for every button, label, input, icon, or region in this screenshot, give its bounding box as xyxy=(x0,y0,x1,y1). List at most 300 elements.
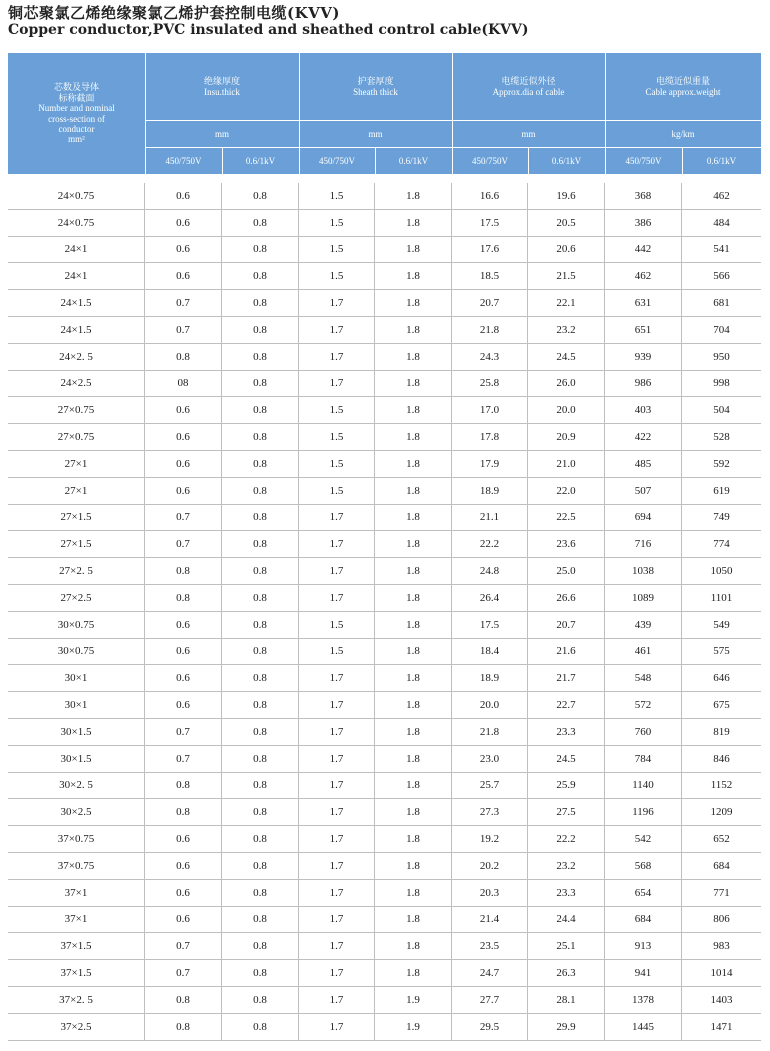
cell-dia-1kv: 25.9 xyxy=(528,773,605,799)
cell-conductor: 37×0.75 xyxy=(8,853,145,879)
cell-dia-450: 17.5 xyxy=(452,210,528,236)
cell-dia-1kv: 26.6 xyxy=(528,585,605,611)
header-conductor-en3: conductor xyxy=(58,123,95,134)
cell-insu-1kv: 0.8 xyxy=(222,558,299,584)
table-row xyxy=(8,451,761,478)
cell-sheath-1kv: 1.8 xyxy=(375,746,452,772)
cell-weight-1kv: 846 xyxy=(713,752,730,765)
header-voltage-weight-450: 450/750V xyxy=(625,155,662,166)
cell-dia-450: 17.8 xyxy=(452,424,528,450)
cell-weight-1kv: 1014 xyxy=(710,967,733,980)
cell-insu-450: 0.7 xyxy=(145,531,222,557)
cell-dia-450: 21.4 xyxy=(452,907,528,933)
cell-sheath-1kv: 1.8 xyxy=(375,933,452,959)
table-row xyxy=(8,665,761,692)
cell-sheath-450: 1.7 xyxy=(299,880,375,906)
cell-dia-450: 24.8 xyxy=(452,558,528,584)
cell-weight-450: 485 xyxy=(605,451,682,477)
cell-dia-450: 22.2 xyxy=(452,531,528,557)
header-conductor-cn2: 标称截面 xyxy=(58,92,95,103)
header-insulation-en: Insu.thick xyxy=(204,86,240,97)
cell-weight-1kv: 566 xyxy=(713,270,730,283)
cell-dia-1kv: 20.5 xyxy=(528,210,605,236)
cell-insu-450: 0.8 xyxy=(145,344,222,370)
cell-insu-450: 0.8 xyxy=(145,585,222,611)
cell-conductor: 27×1.5 xyxy=(8,531,145,557)
cell-sheath-1kv: 1.8 xyxy=(375,237,452,263)
cell-weight-1kv: 575 xyxy=(713,645,730,658)
cell-dia-1kv: 26.0 xyxy=(528,371,605,397)
cell-conductor: 30×1 xyxy=(8,692,145,718)
cell-dia-450: 20.2 xyxy=(452,853,528,879)
cell-weight-1kv: 592 xyxy=(713,457,730,470)
header-divider xyxy=(222,148,223,174)
cell-sheath-450: 1.7 xyxy=(299,987,375,1013)
cell-conductor: 37×2. 5 xyxy=(8,987,145,1013)
cell-insu-450: 0.6 xyxy=(145,183,222,209)
table-header xyxy=(8,53,761,174)
cell-insu-1kv: 0.8 xyxy=(222,692,299,718)
cell-insu-450: 0.7 xyxy=(145,505,222,531)
cell-weight-1kv: 504 xyxy=(713,404,730,417)
cell-dia-1kv: 28.1 xyxy=(528,987,605,1013)
cell-sheath-450: 1.7 xyxy=(299,665,375,691)
cell-dia-450: 20.3 xyxy=(452,880,528,906)
cell-weight-450: 784 xyxy=(605,746,682,772)
cell-conductor: 24×1.5 xyxy=(8,317,145,343)
cell-dia-1kv: 24.5 xyxy=(528,746,605,772)
cell-dia-450: 16.6 xyxy=(452,183,528,209)
cell-dia-1kv: 24.4 xyxy=(528,907,605,933)
table-row xyxy=(8,531,761,558)
cell-weight-1kv: 774 xyxy=(713,538,730,551)
cell-insu-1kv: 0.8 xyxy=(222,397,299,423)
cell-insu-1kv: 0.8 xyxy=(222,371,299,397)
cell-weight-1kv: 1101 xyxy=(710,591,733,604)
cell-weight-450: 631 xyxy=(605,290,682,316)
cell-dia-450: 20.7 xyxy=(452,290,528,316)
cell-sheath-450: 1.7 xyxy=(299,719,375,745)
header-divider xyxy=(375,148,376,174)
cell-dia-450: 17.9 xyxy=(452,451,528,477)
cell-dia-1kv: 23.3 xyxy=(528,880,605,906)
cell-weight-450: 403 xyxy=(605,397,682,423)
cell-conductor: 30×1 xyxy=(8,665,145,691)
cell-insu-450: 0.8 xyxy=(145,1014,222,1040)
cell-insu-450: 0.6 xyxy=(145,639,222,665)
cell-insu-1kv: 0.8 xyxy=(222,263,299,289)
cell-weight-1kv: 1152 xyxy=(710,779,733,792)
cell-conductor: 27×1 xyxy=(8,478,145,504)
cell-sheath-1kv: 1.9 xyxy=(375,987,452,1013)
cell-dia-450: 24.3 xyxy=(452,344,528,370)
cell-sheath-1kv: 1.8 xyxy=(375,880,452,906)
cell-dia-450: 21.8 xyxy=(452,719,528,745)
cell-conductor: 24×1 xyxy=(8,237,145,263)
table-row xyxy=(8,397,761,424)
table-row xyxy=(8,719,761,746)
cell-weight-1kv: 771 xyxy=(713,886,730,899)
cell-weight-450: 716 xyxy=(605,531,682,557)
cell-sheath-450: 1.7 xyxy=(299,371,375,397)
cell-conductor: 24×2.5 xyxy=(8,371,145,397)
table-row xyxy=(8,558,761,585)
cell-insu-450: 0.8 xyxy=(145,558,222,584)
cell-conductor: 24×1.5 xyxy=(8,290,145,316)
cell-conductor: 27×2.5 xyxy=(8,585,145,611)
header-divider xyxy=(682,148,683,174)
cell-weight-1kv: 684 xyxy=(713,859,730,872)
cell-sheath-450: 1.7 xyxy=(299,799,375,825)
header-unit-insulation: mm xyxy=(214,128,229,139)
cell-sheath-450: 1.7 xyxy=(299,558,375,584)
cell-sheath-450: 1.7 xyxy=(299,773,375,799)
cell-dia-1kv: 21.5 xyxy=(528,263,605,289)
cell-insu-450: 0.6 xyxy=(145,210,222,236)
cell-sheath-1kv: 1.8 xyxy=(375,853,452,879)
cell-dia-450: 17.6 xyxy=(452,237,528,263)
cell-dia-1kv: 20.9 xyxy=(528,424,605,450)
cell-dia-450: 23.0 xyxy=(452,746,528,772)
cell-sheath-1kv: 1.8 xyxy=(375,826,452,852)
cell-sheath-450: 1.5 xyxy=(299,478,375,504)
cell-conductor: 27×2. 5 xyxy=(8,558,145,584)
cell-insu-1kv: 0.8 xyxy=(222,290,299,316)
cell-weight-450: 548 xyxy=(605,665,682,691)
cell-weight-1kv: 806 xyxy=(713,913,730,926)
cell-insu-450: 0.7 xyxy=(145,290,222,316)
cell-insu-450: 0.6 xyxy=(145,424,222,450)
cell-insu-1kv: 0.8 xyxy=(222,478,299,504)
cell-weight-1kv: 619 xyxy=(713,484,730,497)
cell-weight-1kv: 1050 xyxy=(710,565,733,578)
cell-weight-450: 572 xyxy=(605,692,682,718)
cell-sheath-450: 1.5 xyxy=(299,397,375,423)
cell-dia-1kv: 23.3 xyxy=(528,719,605,745)
cell-sheath-450: 1.5 xyxy=(299,424,375,450)
cell-conductor: 30×0.75 xyxy=(8,639,145,665)
cell-insu-1kv: 0.8 xyxy=(222,746,299,772)
cell-dia-1kv: 29.9 xyxy=(528,1014,605,1040)
cell-insu-1kv: 0.8 xyxy=(222,933,299,959)
header-cell-conductor xyxy=(8,53,145,174)
table-row xyxy=(8,478,761,505)
cell-sheath-1kv: 1.8 xyxy=(375,505,452,531)
cell-sheath-450: 1.7 xyxy=(299,585,375,611)
cell-dia-1kv: 22.2 xyxy=(528,826,605,852)
cell-insu-450: 0.6 xyxy=(145,478,222,504)
header-voltage-sheath-1kv: 0.6/1kV xyxy=(398,155,429,166)
header-divider xyxy=(145,147,761,148)
cell-dia-450: 18.4 xyxy=(452,639,528,665)
cell-weight-1kv: 1209 xyxy=(710,806,733,819)
cell-insu-450: 0.8 xyxy=(145,987,222,1013)
cell-weight-1kv: 646 xyxy=(713,672,730,685)
header-conductor-en2: cross-section of xyxy=(48,113,105,124)
cell-sheath-450: 1.5 xyxy=(299,639,375,665)
cell-weight-1kv: 998 xyxy=(713,377,730,390)
cell-insu-450: 0.6 xyxy=(145,263,222,289)
header-unit-diameter: mm xyxy=(521,128,536,139)
table-row xyxy=(8,692,761,719)
cell-dia-450: 26.4 xyxy=(452,585,528,611)
table-row xyxy=(8,853,761,880)
cell-conductor: 24×0.75 xyxy=(8,183,145,209)
cell-weight-1kv: 549 xyxy=(713,618,730,631)
cell-dia-450: 25.7 xyxy=(452,773,528,799)
cell-dia-1kv: 20.7 xyxy=(528,612,605,638)
cell-conductor: 37×1 xyxy=(8,907,145,933)
table-row xyxy=(8,263,761,290)
cell-insu-450: 0.6 xyxy=(145,397,222,423)
cell-sheath-450: 1.7 xyxy=(299,344,375,370)
cell-weight-450: 1140 xyxy=(605,773,682,799)
cell-weight-450: 1196 xyxy=(605,799,682,825)
table-row xyxy=(8,344,761,371)
cell-dia-450: 21.1 xyxy=(452,505,528,531)
cell-sheath-1kv: 1.9 xyxy=(375,1014,452,1040)
cell-conductor: 37×0.75 xyxy=(8,826,145,852)
cell-insu-1kv: 0.8 xyxy=(222,344,299,370)
cell-sheath-1kv: 1.8 xyxy=(375,451,452,477)
cell-sheath-450: 1.7 xyxy=(299,907,375,933)
cell-sheath-450: 1.7 xyxy=(299,746,375,772)
cell-dia-1kv: 20.6 xyxy=(528,237,605,263)
cell-weight-450: 651 xyxy=(605,317,682,343)
cell-insu-450: 0.6 xyxy=(145,692,222,718)
cell-sheath-450: 1.7 xyxy=(299,692,375,718)
cell-sheath-1kv: 1.8 xyxy=(375,397,452,423)
cell-insu-450: 08 xyxy=(145,371,222,397)
table-row xyxy=(8,933,761,960)
cell-sheath-1kv: 1.8 xyxy=(375,719,452,745)
header-group-sheath xyxy=(299,53,452,120)
cell-sheath-1kv: 1.8 xyxy=(375,639,452,665)
table-row xyxy=(8,639,761,666)
cell-conductor: 27×1 xyxy=(8,451,145,477)
cell-conductor: 24×0.75 xyxy=(8,210,145,236)
table-row xyxy=(8,960,761,987)
cell-sheath-1kv: 1.8 xyxy=(375,263,452,289)
cell-weight-1kv: 983 xyxy=(713,940,730,953)
cell-sheath-450: 1.5 xyxy=(299,210,375,236)
cell-weight-1kv: 819 xyxy=(713,725,730,738)
cell-insu-450: 0.6 xyxy=(145,880,222,906)
table-row xyxy=(8,290,761,317)
cell-sheath-450: 1.7 xyxy=(299,826,375,852)
cell-insu-1kv: 0.8 xyxy=(222,505,299,531)
cell-dia-450: 18.9 xyxy=(452,665,528,691)
header-voltage-insu-450: 450/750V xyxy=(165,155,202,166)
cell-sheath-450: 1.7 xyxy=(299,531,375,557)
cell-weight-450: 694 xyxy=(605,505,682,531)
cell-insu-1kv: 0.8 xyxy=(222,799,299,825)
cell-weight-1kv: 541 xyxy=(713,243,730,256)
cell-dia-450: 20.0 xyxy=(452,692,528,718)
cell-sheath-1kv: 1.8 xyxy=(375,371,452,397)
cell-dia-1kv: 26.3 xyxy=(528,960,605,986)
header-voltage-weight-1kv: 0.6/1kV xyxy=(706,155,737,166)
cell-dia-450: 18.9 xyxy=(452,478,528,504)
cell-insu-450: 0.7 xyxy=(145,933,222,959)
header-divider xyxy=(452,53,453,174)
header-group-insulation xyxy=(145,53,299,120)
cell-dia-1kv: 27.5 xyxy=(528,799,605,825)
cell-weight-450: 939 xyxy=(605,344,682,370)
header-voltage-dia-450: 450/750V xyxy=(472,155,508,166)
cell-sheath-1kv: 1.8 xyxy=(375,907,452,933)
cell-weight-450: 422 xyxy=(605,424,682,450)
cell-sheath-450: 1.7 xyxy=(299,853,375,879)
page-title-chinese: 铜芯聚氯乙烯绝缘聚氯乙烯护套控制电缆(KVV) xyxy=(8,4,341,22)
cell-conductor: 37×2.5 xyxy=(8,1014,145,1040)
cell-sheath-1kv: 1.8 xyxy=(375,317,452,343)
cell-dia-450: 27.3 xyxy=(452,799,528,825)
cell-weight-450: 386 xyxy=(605,210,682,236)
cell-weight-450: 368 xyxy=(605,183,682,209)
cell-conductor: 37×1.5 xyxy=(8,933,145,959)
cell-sheath-1kv: 1.8 xyxy=(375,290,452,316)
cell-conductor: 30×1.5 xyxy=(8,719,145,745)
cell-dia-1kv: 23.2 xyxy=(528,853,605,879)
cell-sheath-1kv: 1.8 xyxy=(375,960,452,986)
header-conductor-unit: mm² xyxy=(68,134,85,145)
cell-dia-450: 24.7 xyxy=(452,960,528,986)
cell-sheath-450: 1.5 xyxy=(299,612,375,638)
header-divider xyxy=(299,53,300,174)
table-row xyxy=(8,1014,761,1041)
cell-sheath-1kv: 1.8 xyxy=(375,183,452,209)
cell-sheath-450: 1.7 xyxy=(299,1014,375,1040)
cell-sheath-1kv: 1.8 xyxy=(375,585,452,611)
cell-weight-450: 654 xyxy=(605,880,682,906)
cell-weight-450: 542 xyxy=(605,826,682,852)
cell-conductor: 27×1.5 xyxy=(8,505,145,531)
cell-weight-1kv: 675 xyxy=(713,699,730,712)
cell-sheath-1kv: 1.8 xyxy=(375,344,452,370)
header-insulation-cn: 绝缘厚度 xyxy=(203,76,240,87)
table-row xyxy=(8,424,761,451)
cell-dia-450: 27.7 xyxy=(452,987,528,1013)
header-conductor-cn1: 芯数及导体 xyxy=(53,82,99,93)
cell-weight-450: 461 xyxy=(605,639,682,665)
cell-sheath-1kv: 1.8 xyxy=(375,612,452,638)
cell-insu-1kv: 0.8 xyxy=(222,773,299,799)
header-sheath-en: Sheath thick xyxy=(353,86,398,97)
cell-insu-450: 0.6 xyxy=(145,451,222,477)
cell-sheath-1kv: 1.8 xyxy=(375,799,452,825)
cell-sheath-450: 1.5 xyxy=(299,237,375,263)
cell-dia-1kv: 21.6 xyxy=(528,639,605,665)
header-unit-weight: kg/km xyxy=(671,128,695,139)
table-row xyxy=(8,907,761,934)
cell-dia-450: 19.2 xyxy=(452,826,528,852)
header-group-weight xyxy=(605,53,761,120)
cell-weight-450: 1089 xyxy=(605,585,682,611)
cell-dia-1kv: 24.5 xyxy=(528,344,605,370)
cell-sheath-1kv: 1.8 xyxy=(375,692,452,718)
table-row xyxy=(8,585,761,612)
table-row xyxy=(8,799,761,826)
cell-insu-450: 0.6 xyxy=(145,907,222,933)
cell-weight-1kv: 462 xyxy=(713,189,730,202)
cell-weight-450: 1038 xyxy=(605,558,682,584)
cell-conductor: 24×2. 5 xyxy=(8,344,145,370)
cell-weight-450: 568 xyxy=(605,853,682,879)
cell-sheath-450: 1.5 xyxy=(299,263,375,289)
header-voltage-sheath-450: 450/750V xyxy=(319,155,355,166)
table-row xyxy=(8,746,761,773)
cell-dia-1kv: 23.2 xyxy=(528,317,605,343)
header-sheath-cn: 护套厚度 xyxy=(357,76,394,87)
cell-insu-1kv: 0.8 xyxy=(222,665,299,691)
page-title-english: Copper conductor,PVC insulated and sheathed control cable(KVV) xyxy=(8,22,529,38)
cell-insu-450: 0.6 xyxy=(145,826,222,852)
cell-insu-450: 0.8 xyxy=(145,773,222,799)
cell-insu-450: 0.6 xyxy=(145,853,222,879)
cell-dia-450: 17.5 xyxy=(452,612,528,638)
header-voltage-insu-1kv: 0.6/1kV xyxy=(245,155,276,166)
cell-insu-450: 0.7 xyxy=(145,960,222,986)
table-row xyxy=(8,987,761,1014)
cell-dia-450: 25.8 xyxy=(452,371,528,397)
cell-weight-450: 442 xyxy=(605,237,682,263)
cell-dia-1kv: 22.5 xyxy=(528,505,605,531)
cell-weight-1kv: 652 xyxy=(713,833,730,846)
cell-weight-450: 507 xyxy=(605,478,682,504)
cell-insu-1kv: 0.8 xyxy=(222,960,299,986)
header-diameter-cn: 电缆近似外径 xyxy=(501,76,556,87)
cell-insu-1kv: 0.8 xyxy=(222,237,299,263)
table-row xyxy=(8,317,761,344)
header-conductor-en1: Number and nominal xyxy=(38,103,115,114)
cell-sheath-450: 1.7 xyxy=(299,960,375,986)
cell-sheath-1kv: 1.8 xyxy=(375,531,452,557)
cell-insu-450: 0.7 xyxy=(145,317,222,343)
cell-weight-1kv: 681 xyxy=(713,297,730,310)
cell-weight-450: 760 xyxy=(605,719,682,745)
table-row xyxy=(8,880,761,907)
cell-sheath-450: 1.5 xyxy=(299,183,375,209)
table-row xyxy=(8,183,761,210)
cell-weight-1kv: 1403 xyxy=(710,993,733,1006)
cell-dia-450: 17.0 xyxy=(452,397,528,423)
cell-dia-450: 23.5 xyxy=(452,933,528,959)
cell-conductor: 30×1.5 xyxy=(8,746,145,772)
cell-weight-1kv: 950 xyxy=(713,350,730,363)
header-diameter-en: Approx.dia of cable xyxy=(492,86,565,97)
cell-insu-450: 0.6 xyxy=(145,237,222,263)
header-voltage-dia-1kv: 0.6/1kV xyxy=(551,155,582,166)
cell-sheath-1kv: 1.8 xyxy=(375,558,452,584)
cell-weight-450: 462 xyxy=(605,263,682,289)
cell-insu-1kv: 0.8 xyxy=(222,210,299,236)
cell-insu-450: 0.7 xyxy=(145,746,222,772)
cell-sheath-1kv: 1.8 xyxy=(375,210,452,236)
cell-insu-450: 0.6 xyxy=(145,665,222,691)
header-weight-en: Cable approx.weight xyxy=(645,86,721,97)
cell-conductor: 30×0.75 xyxy=(8,612,145,638)
cell-weight-450: 1445 xyxy=(605,1014,682,1040)
table-row xyxy=(8,612,761,639)
cell-dia-450: 18.5 xyxy=(452,263,528,289)
cell-conductor: 30×2. 5 xyxy=(8,773,145,799)
cell-weight-450: 941 xyxy=(605,960,682,986)
cell-insu-1kv: 0.8 xyxy=(222,907,299,933)
cell-dia-1kv: 22.7 xyxy=(528,692,605,718)
header-divider xyxy=(528,148,529,174)
cell-conductor: 27×0.75 xyxy=(8,397,145,423)
